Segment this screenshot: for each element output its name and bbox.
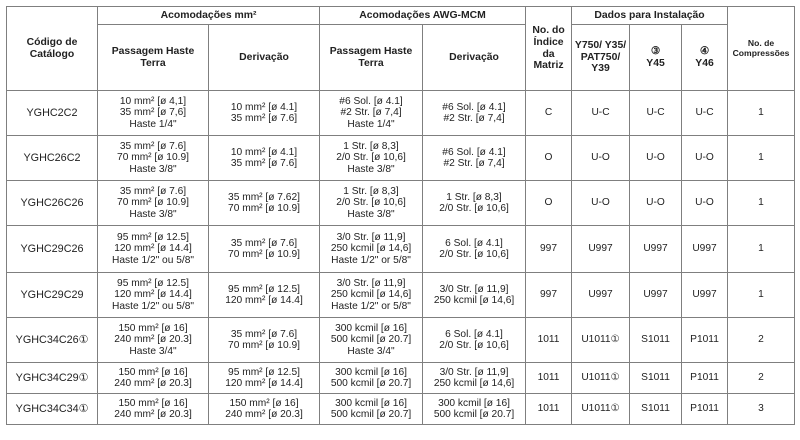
y46-cell: U-O (682, 136, 728, 181)
cell-line: 240 mm² [ø 20.3] (114, 378, 192, 389)
y46-cell: P1011 (682, 318, 728, 363)
mm-passagem-cell (98, 394, 209, 425)
compressoes-cell: 1 (728, 226, 795, 273)
header-dados-instalacao: Dados para Instalação (572, 7, 728, 25)
mm-derivacao-cell (209, 394, 320, 425)
cell-line: 35 mm² [ø 7.6] (230, 113, 298, 124)
y750-cell: U-O (572, 181, 630, 226)
header-y46-label: Y46 (695, 57, 714, 69)
y750-cell: U1011① (572, 363, 630, 394)
y45-cell: S1011 (630, 394, 682, 425)
table-row (7, 136, 795, 181)
cell-line: 300 kcmil [ø 16] (438, 397, 510, 409)
mm-derivacao-cell (209, 136, 320, 181)
cell-line: 240 mm² [ø 20.3] (225, 409, 303, 420)
cell-line: 250 kcmil [ø 14,6] (433, 295, 515, 306)
cell-line: Haste 3/4" (347, 345, 395, 357)
header-row-top (7, 7, 795, 25)
catalog-code-cell: YGHC2C2 (7, 91, 98, 136)
header-y46 (682, 25, 728, 91)
mm-passagem-cell (98, 318, 209, 363)
catalog-code-cell: YGHC34C29① (7, 363, 98, 394)
cell-line: 500 kcmil [ø 20.7] (330, 409, 412, 420)
awg-passagem-cell (320, 181, 423, 226)
cell-line: 70 mm² [ø 10.9] (117, 197, 189, 209)
cell-line: 35 mm² [ø 7.6] (230, 158, 298, 169)
table-row (7, 181, 795, 226)
y750-cell: U997 (572, 226, 630, 273)
mm-derivacao-cell (209, 318, 320, 363)
indice-matriz-cell: 1011 (526, 394, 572, 425)
table-row (7, 363, 795, 394)
cell-line: 70 mm² [ø 10.9] (117, 152, 189, 164)
header-y45 (630, 25, 682, 91)
awg-passagem-cell (320, 363, 423, 394)
cell-line: 70 mm² [ø 10.9] (228, 249, 300, 260)
cell-line: Haste 3/8" (129, 208, 177, 220)
awg-derivacao-cell (423, 91, 526, 136)
header-awg-passagem: Passagem Haste Terra (320, 25, 423, 91)
catalog-code-cell: YGHC34C34① (7, 394, 98, 425)
cell-line: 35 mm² [ø 7.6] (230, 237, 298, 249)
cell-line: 35 mm² [ø 7.6] (230, 328, 298, 340)
cell-line: 300 kcmil [ø 16] (335, 322, 407, 334)
table-row (7, 394, 795, 425)
y45-cell: S1011 (630, 363, 682, 394)
y45-cell: S1011 (630, 318, 682, 363)
compressoes-cell: 1 (728, 273, 795, 318)
cell-line: 1 Str. [ø 8,3] (446, 191, 502, 203)
awg-passagem-cell (320, 226, 423, 273)
circled-4-marker: ④ (699, 45, 710, 57)
catalog-table (6, 6, 795, 425)
indice-matriz-cell: C (526, 91, 572, 136)
awg-derivacao-cell (423, 226, 526, 273)
compressoes-cell: 1 (728, 91, 795, 136)
cell-line: 250 kcmil [ø 14,6] (330, 243, 412, 255)
cell-line: 150 mm² [ø 16] (118, 366, 188, 378)
y46-cell: U-C (682, 91, 728, 136)
cell-line: 70 mm² [ø 10.9] (228, 203, 300, 214)
y750-cell: U-C (572, 91, 630, 136)
y46-cell: U997 (682, 226, 728, 273)
awg-passagem-cell (320, 394, 423, 425)
mm-passagem-cell (98, 181, 209, 226)
cell-line: 240 mm² [ø 20.3] (114, 334, 192, 346)
cell-line: 35 mm² [ø 7.6] (119, 185, 187, 197)
header-indice-matriz: No. do Índice da Matriz (526, 7, 572, 91)
awg-derivacao-cell (423, 273, 526, 318)
cell-line: 150 mm² [ø 16] (118, 397, 188, 409)
indice-matriz-cell: O (526, 136, 572, 181)
mm-derivacao-cell (209, 91, 320, 136)
compressoes-cell: 3 (728, 394, 795, 425)
y750-cell: U997 (572, 273, 630, 318)
y45-cell: U997 (630, 273, 682, 318)
cell-line: 95 mm² [ø 12.5] (117, 277, 189, 289)
y45-cell: U997 (630, 226, 682, 273)
awg-derivacao-cell (423, 318, 526, 363)
y750-cell: U1011① (572, 318, 630, 363)
header-row-sub (7, 25, 795, 91)
catalog-code-cell: YGHC26C26 (7, 181, 98, 226)
awg-passagem-cell (320, 318, 423, 363)
cell-line: 35 mm² [ø 7.6] (119, 140, 187, 152)
catalog-code-cell: YGHC29C26 (7, 226, 98, 273)
cell-line: 3/0 Str. [ø 11,9] (336, 277, 406, 289)
cell-line: 500 kcmil [ø 20.7] (330, 334, 412, 346)
cell-line: 150 mm² [ø 16] (118, 322, 188, 334)
cell-line: 6 Sol. [ø 4.1] (445, 328, 503, 340)
y46-cell: U997 (682, 273, 728, 318)
header-mm-derivacao: Derivação (209, 25, 320, 91)
awg-derivacao-cell (423, 181, 526, 226)
cell-line: 10 mm² [ø 4.1] (230, 146, 298, 158)
mm-passagem-cell (98, 136, 209, 181)
cell-line: 2/0 Str. [ø 10,6] (439, 249, 509, 260)
cell-line: Haste 1/4" (129, 118, 177, 130)
cell-line: 3/0 Str. [ø 11,9] (439, 366, 509, 378)
mm-derivacao-cell (209, 363, 320, 394)
cell-line: 10 mm² [ø 4,1] (119, 95, 187, 107)
header-y45-label: Y45 (646, 57, 665, 69)
mm-passagem-cell (98, 273, 209, 318)
awg-derivacao-cell (423, 363, 526, 394)
table-row (7, 91, 795, 136)
cell-line: 250 kcmil [ø 14,6] (330, 289, 412, 301)
cell-line: 300 kcmil [ø 16] (335, 397, 407, 409)
cell-line: Haste 1/2" ou 5/8" (112, 300, 194, 312)
compressoes-cell: 2 (728, 318, 795, 363)
cell-line: 95 mm² [ø 12.5] (228, 283, 300, 295)
cell-line: Haste 1/2" ou 5/8" (112, 254, 194, 266)
table-row (7, 273, 795, 318)
cell-line: 500 kcmil [ø 20.7] (433, 409, 515, 420)
header-awg-derivacao: Derivação (423, 25, 526, 91)
header-acomodacoes-mm: Acomodações mm² (98, 7, 320, 25)
y45-cell: U-O (630, 181, 682, 226)
mm-passagem-cell (98, 226, 209, 273)
cell-line: Haste 1/4" (347, 118, 395, 130)
indice-matriz-cell: 997 (526, 226, 572, 273)
awg-derivacao-cell (423, 394, 526, 425)
cell-line: Haste 1/2" or 5/8" (331, 254, 411, 266)
header-acomodacoes-awg: Acomodações AWG-MCM (320, 7, 526, 25)
cell-line: #2 Str. [ø 7,4] (340, 107, 402, 119)
awg-derivacao-cell (423, 136, 526, 181)
cell-line: 1 Str. [ø 8,3] (343, 185, 399, 197)
cell-line: 6 Sol. [ø 4.1] (445, 237, 503, 249)
mm-derivacao-cell (209, 226, 320, 273)
cell-line: 120 mm² [ø 14.4] (225, 295, 303, 306)
cell-line: 120 mm² [ø 14.4] (114, 243, 192, 255)
cell-line: 35 mm² [ø 7.62] (228, 191, 300, 203)
mm-derivacao-cell (209, 181, 320, 226)
indice-matriz-cell: 1011 (526, 318, 572, 363)
cell-line: 95 mm² [ø 12.5] (117, 231, 189, 243)
awg-passagem-cell (320, 136, 423, 181)
mm-passagem-cell (98, 91, 209, 136)
table-row (7, 226, 795, 273)
cell-line: Haste 3/8" (129, 163, 177, 175)
cell-line: 120 mm² [ø 14.4] (114, 289, 192, 301)
cell-line: 500 kcmil [ø 20.7] (330, 378, 412, 389)
cell-line: #6 Sol. [ø 4.1] (339, 95, 403, 107)
cell-line: #2 Str. [ø 7,4] (443, 158, 505, 169)
catalog-code-cell: YGHC26C2 (7, 136, 98, 181)
cell-line: 240 mm² [ø 20.3] (114, 409, 192, 420)
compressoes-cell: 1 (728, 136, 795, 181)
mm-derivacao-cell (209, 273, 320, 318)
cell-line: 1 Str. [ø 8,3] (343, 140, 399, 152)
catalog-table-container (6, 6, 794, 425)
y45-cell: U-O (630, 136, 682, 181)
cell-line: #6 Sol. [ø 4.1] (442, 101, 506, 113)
indice-matriz-cell: O (526, 181, 572, 226)
mm-passagem-cell (98, 363, 209, 394)
cell-line: #2 Str. [ø 7,4] (443, 113, 505, 124)
cell-line: 10 mm² [ø 4.1] (230, 101, 298, 113)
header-y750: Y750/ Y35/ PAT750/ Y39 (572, 25, 630, 91)
y46-cell: U-O (682, 181, 728, 226)
table-row (7, 318, 795, 363)
circled-3-marker: ③ (650, 45, 661, 57)
cell-line: 3/0 Str. [ø 11,9] (439, 283, 509, 295)
cell-line: 120 mm² [ø 14.4] (225, 378, 303, 389)
cell-line: 300 kcmil [ø 16] (335, 366, 407, 378)
y46-cell: P1011 (682, 394, 728, 425)
cell-line: 35 mm² [ø 7,6] (119, 107, 187, 119)
cell-line: #6 Sol. [ø 4.1] (442, 146, 506, 158)
catalog-code-cell: YGHC29C29 (7, 273, 98, 318)
cell-line: 2/0 Str. [ø 10,6] (439, 340, 509, 351)
cell-line: Haste 3/4" (129, 345, 177, 357)
cell-line: 2/0 Str. [ø 10,6] (439, 203, 509, 214)
y45-cell: U-C (630, 91, 682, 136)
cell-line: 150 mm² [ø 16] (229, 397, 299, 409)
y46-cell: P1011 (682, 363, 728, 394)
cell-line: 250 kcmil [ø 14,6] (433, 378, 515, 389)
y750-cell: U-O (572, 136, 630, 181)
compressoes-cell: 2 (728, 363, 795, 394)
header-no-compressoes: No. de Compressões (728, 7, 795, 91)
cell-line: 70 mm² [ø 10.9] (228, 340, 300, 351)
cell-line: 2/0 Str. [ø 10,6] (336, 152, 406, 164)
awg-passagem-cell (320, 273, 423, 318)
indice-matriz-cell: 997 (526, 273, 572, 318)
cell-line: Haste 3/8" (347, 163, 395, 175)
header-mm-passagem: Passagem Haste Terra (98, 25, 209, 91)
compressoes-cell: 1 (728, 181, 795, 226)
y750-cell: U1011① (572, 394, 630, 425)
cell-line: 95 mm² [ø 12.5] (228, 366, 300, 378)
cell-line: Haste 3/8" (347, 208, 395, 220)
catalog-table-body (7, 91, 795, 425)
cell-line: 2/0 Str. [ø 10,6] (336, 197, 406, 209)
cell-line: Haste 1/2" or 5/8" (331, 300, 411, 312)
awg-passagem-cell (320, 91, 423, 136)
cell-line: 3/0 Str. [ø 11,9] (336, 231, 406, 243)
catalog-code-cell: YGHC34C26① (7, 318, 98, 363)
indice-matriz-cell: 1011 (526, 363, 572, 394)
header-codigo: Código de Catálogo (7, 7, 98, 91)
